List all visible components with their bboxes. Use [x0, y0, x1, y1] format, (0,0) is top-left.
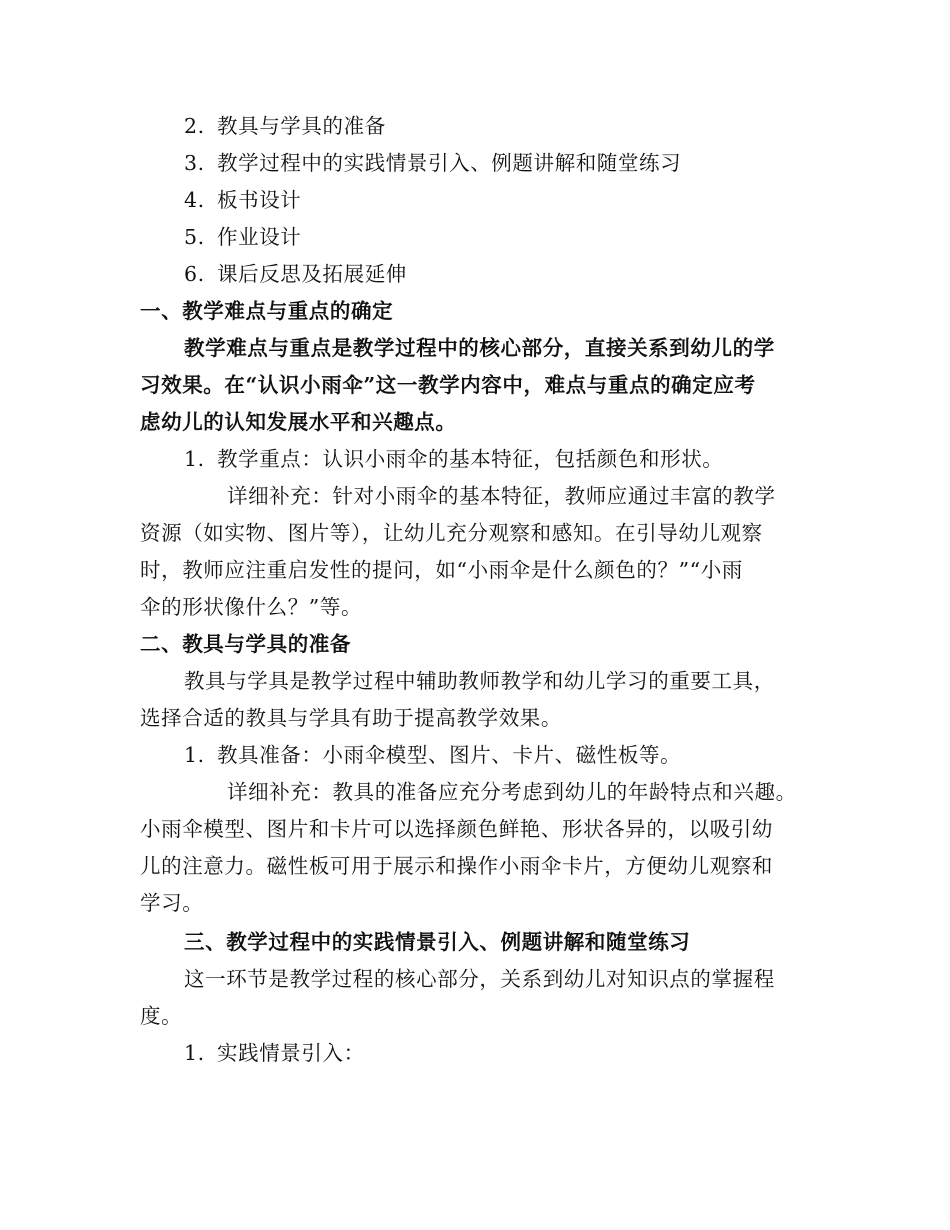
list-item: 1. 教学重点：认识小雨伞的基本特征，包括颜色和形状。	[184, 447, 724, 471]
paragraph-line: 时，教师应注重启发性的提问，如“小雨伞是什么颜色的？”“小雨	[140, 558, 743, 582]
list-item: 1. 教具准备：小雨伞模型、图片、卡片、磁性板等。	[184, 743, 682, 767]
section-heading: 二、教具与学具的准备	[140, 632, 351, 656]
paragraph-line: 资源（如实物、图片等），让幼儿充分观察和感知。在引导幼儿观察	[140, 521, 763, 545]
toc-item: 6. 课后反思及拓展延伸	[184, 262, 407, 286]
paragraph-line: 虑幼儿的认知发展水平和兴趣点。	[140, 410, 457, 434]
section-heading: 一、教学难点与重点的确定	[140, 299, 394, 323]
paragraph-line: 儿的注意力。磁性板可用于展示和操作小雨伞卡片，方便幼儿观察和	[140, 854, 773, 878]
paragraph-line: 教学难点与重点是教学过程中的核心部分，直接关系到幼儿的学	[184, 336, 775, 360]
paragraph-line: 教具与学具是教学过程中辅助教师教学和幼儿学习的重要工具，	[184, 669, 775, 693]
paragraph-line: 详细补充：教具的准备应充分考虑到幼儿的年龄特点和兴趣。	[227, 780, 797, 804]
paragraph-line: 习效果。在“认识小雨伞”这一教学内容中，难点与重点的确定应考	[140, 373, 756, 397]
paragraph-line: 学习。	[140, 891, 204, 915]
paragraph-line: 度。	[140, 1004, 183, 1028]
paragraph-line: 伞的形状像什么？”等。	[140, 595, 363, 619]
paragraph-line: 选择合适的教具与学具有助于提高教学效果。	[140, 706, 562, 730]
paragraph-line: 详细补充：针对小雨伞的基本特征，教师应通过丰富的教学	[227, 484, 776, 508]
paragraph-line: 小雨伞模型、图片和卡片可以选择颜色鲜艳、形状各异的，以吸引幼	[140, 817, 773, 841]
toc-item: 2. 教具与学具的准备	[184, 114, 386, 138]
section-heading: 三、教学过程中的实践情景引入、例题讲解和随堂练习	[184, 930, 691, 954]
toc-item: 3. 教学过程中的实践情景引入、例题讲解和随堂练习	[184, 151, 682, 175]
paragraph-line: 这一环节是教学过程的核心部分，关系到幼儿对知识点的掌握程	[184, 967, 775, 991]
toc-item: 4. 板书设计	[184, 188, 302, 212]
toc-item: 5. 作业设计	[184, 225, 302, 249]
list-item: 1. 实践情景引入：	[184, 1041, 365, 1065]
